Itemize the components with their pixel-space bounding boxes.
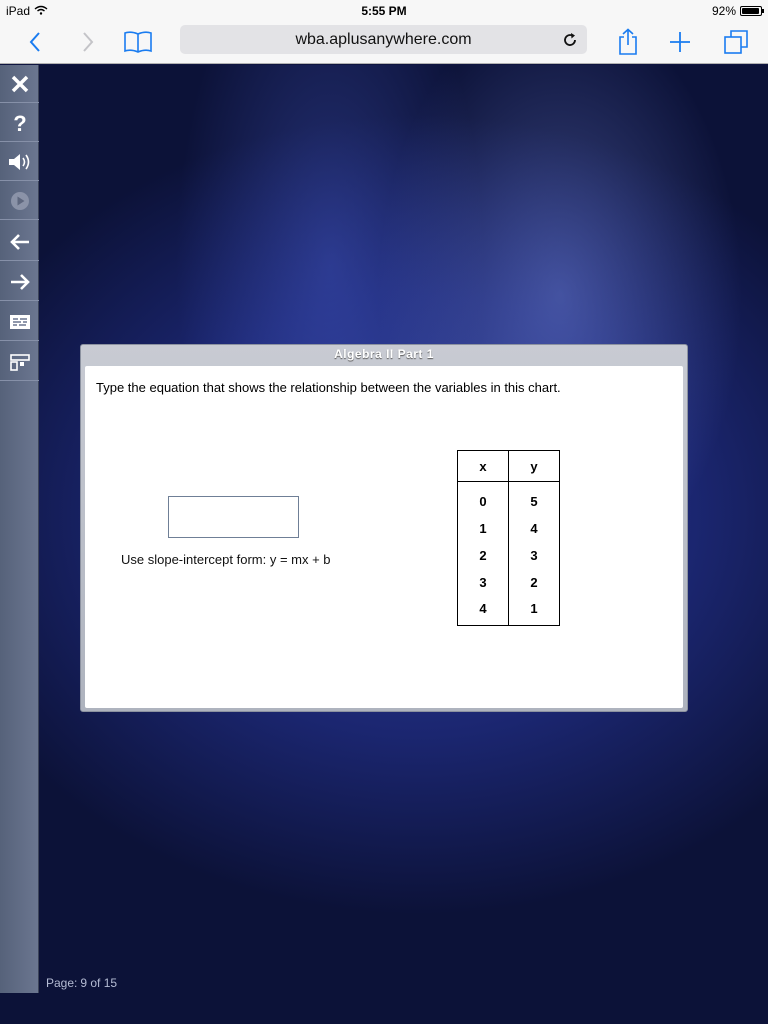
cell-x: 1 xyxy=(458,515,509,542)
url-text: wba.aplusanywhere.com xyxy=(295,31,472,48)
chevron-left-icon xyxy=(28,31,42,53)
play-icon xyxy=(10,191,30,211)
battery-level xyxy=(742,8,759,14)
page-label: Page: xyxy=(46,976,78,990)
close-button[interactable] xyxy=(0,65,39,103)
table-row xyxy=(458,542,560,569)
tool-sidebar xyxy=(0,65,39,993)
chevron-right-icon xyxy=(81,31,95,53)
tools-icon xyxy=(10,353,30,371)
cell-y: 4 xyxy=(509,515,560,542)
xy-table xyxy=(457,450,560,626)
cell-y: 2 xyxy=(509,569,560,596)
speaker-icon xyxy=(8,152,32,172)
status-right xyxy=(712,4,762,18)
cell-y: 1 xyxy=(509,596,560,626)
cell-x: 0 xyxy=(458,482,509,515)
answer-input[interactable] xyxy=(168,496,299,538)
reload-icon xyxy=(562,32,578,48)
browser-toolbar xyxy=(0,20,768,64)
table-row xyxy=(458,596,560,626)
battery-icon xyxy=(740,6,762,16)
notes-icon xyxy=(9,314,31,330)
tabs-icon xyxy=(723,29,749,55)
device-label: iPad xyxy=(6,4,31,18)
page-content xyxy=(0,65,768,1024)
cell-y: 3 xyxy=(509,542,560,569)
question-dialog xyxy=(80,344,688,712)
url-bar[interactable] xyxy=(180,25,587,54)
share-button[interactable] xyxy=(612,26,644,58)
previous-button[interactable] xyxy=(0,223,39,261)
play-button[interactable] xyxy=(0,182,39,220)
clock: 5:55 PM xyxy=(361,4,407,18)
share-icon xyxy=(617,28,639,56)
close-icon xyxy=(11,75,29,93)
new-tab-button[interactable] xyxy=(664,26,696,58)
dialog-title: Algebra II Part 1 xyxy=(334,347,434,361)
tabs-button[interactable] xyxy=(720,26,752,58)
cell-y: 5 xyxy=(509,482,560,515)
reload-button[interactable] xyxy=(559,29,581,51)
bookmarks-button[interactable] xyxy=(122,26,154,58)
tools-button[interactable] xyxy=(0,343,39,381)
column-header-y: y xyxy=(509,451,560,482)
next-button[interactable] xyxy=(0,263,39,301)
arrow-left-icon xyxy=(10,233,30,251)
cell-x: 4 xyxy=(458,596,509,626)
arrow-right-icon xyxy=(10,273,30,291)
dialog-body xyxy=(85,366,683,708)
page-indicator xyxy=(46,976,120,990)
question-prompt: Type the equation that shows the relationship between the variables in this chart. xyxy=(96,380,561,395)
forward-button[interactable] xyxy=(72,26,104,58)
battery-percent: 92% xyxy=(711,4,736,18)
book-icon xyxy=(123,30,153,54)
help-button[interactable] xyxy=(0,104,39,142)
cell-x: 3 xyxy=(458,569,509,596)
svg-text:?: ? xyxy=(12,111,27,134)
back-button[interactable] xyxy=(19,26,51,58)
page-value: 9 of 15 xyxy=(80,976,118,990)
status-bar xyxy=(0,0,768,20)
plus-icon xyxy=(669,31,691,53)
notes-button[interactable] xyxy=(0,303,39,341)
column-header-x: x xyxy=(458,451,509,482)
cell-x: 2 xyxy=(458,542,509,569)
table-row xyxy=(458,482,560,515)
table-row xyxy=(458,515,560,542)
help-icon xyxy=(12,112,28,134)
format-hint: Use slope-intercept form: y = mx + b xyxy=(121,552,331,567)
table-header-row xyxy=(458,451,560,482)
table-row xyxy=(458,569,560,596)
audio-button[interactable] xyxy=(0,143,39,181)
